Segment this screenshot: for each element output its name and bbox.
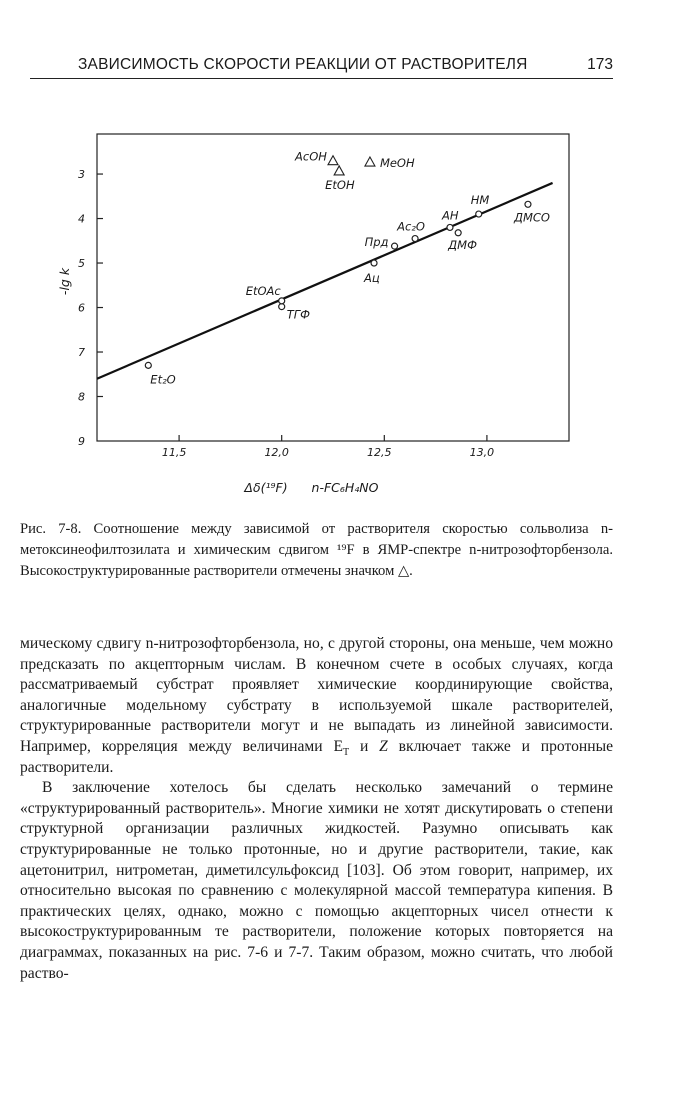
point-ан-label: АН — [441, 208, 459, 223]
y-tick-label: 6 — [78, 301, 85, 315]
point-прд-circle — [392, 243, 398, 249]
figure-caption — [20, 519, 613, 582]
point-прд-label: Прд — [364, 235, 389, 250]
point-acoh-label: AcOH — [295, 149, 327, 164]
paragraph-1-z: Z — [379, 737, 388, 755]
y-tick-label: 5 — [78, 257, 85, 271]
point-ац-label: Ац — [364, 271, 380, 286]
point-etoh-triangle — [334, 166, 344, 175]
x-axis-label-sub: n-FC₆H₄NO — [311, 480, 379, 495]
point-acoh-triangle — [328, 156, 338, 165]
y-tick-label: 9 — [78, 435, 85, 448]
paragraph-1-mid: и — [349, 737, 380, 755]
point-eto-circle — [145, 362, 151, 368]
paragraph-1 — [20, 634, 613, 778]
point-дмф-label: ДМФ — [448, 237, 477, 252]
point-ан-circle — [447, 224, 453, 230]
point-ац-circle — [371, 260, 377, 266]
paragraph-1-subscript: T — [343, 747, 350, 759]
figure-7-8-chart — [0, 0, 699, 510]
body-text — [20, 634, 613, 984]
point-aco-circle — [412, 236, 418, 242]
point-дмсо-circle — [525, 201, 531, 207]
point-meoh-label: MeOH — [379, 156, 415, 171]
caption-text: Соотношение между зависимой от растворителя скоростью сольволиза n-метоксинеофилтозилата и химическим сдвигом ¹⁹F в ЯМР-спектре n-нитрозофторбензола. Высокоструктурированные растворители отмечены значком △. — [20, 521, 613, 579]
point-дмсо-label: ДМСО — [513, 210, 550, 225]
point-нм-circle — [476, 211, 482, 217]
x-axis-label-main: Δδ(¹⁹F) — [244, 480, 288, 495]
point-etoh-label: EtOH — [325, 177, 355, 192]
point-дмф-circle — [455, 230, 461, 236]
paragraph-1-text: мическому сдвигу n-нитрозофторбензола, но, с другой стороны, она меньше, чем можно предсказать по акцепторным числам. В конечном счете в особых случаях, когда рассматриваемый субстрат проявляет химические координирующие свойства, аналогичные модельному субстрату в используемой шкале растворителей, структурированные растворители могут и не выпадать из линейной зависимости. Например, корреляция между величинами E — [20, 635, 613, 755]
y-axis-label: -lg k — [57, 267, 72, 296]
page-number: 173 — [587, 56, 613, 73]
point-aco-label: Ac₂O — [397, 219, 425, 234]
paragraph-2: В заключение хотелось бы сделать несколько замечаний о термине «структурированный растворитель». Многие химики не хотят дискутировать о степени структурной организации различных жидкостей. Разумно описывать как структурированные не только протонные, но и другие растворители, такие, как ацетонитрил, нитрометан, диметилсульфоксид [103]. Об этом говорит, например, их относительно высокая по сравнению с молекулярной массой температура кипения. В практических целях, однако, можно с помощью акцепторных чисел отнести к высокоструктурированным те растворители, положение которых повторяется на диаграммах, показанных на рис. 7-6 и 7-7. Таким образом, можно считать, что любой раство- — [20, 779, 613, 982]
x-tick-label: 12,0 — [264, 446, 289, 459]
point-eto-label: Et₂O — [150, 372, 176, 387]
point-etoac-label: EtOAc — [245, 283, 281, 298]
x-tick-label: 12,5 — [367, 446, 392, 459]
running-header-title: ЗАВИСИМОСТЬ СКОРОСТИ РЕАКЦИИ ОТ РАСТВОРИТЕЛЯ — [78, 56, 528, 73]
y-tick-label: 7 — [78, 346, 85, 360]
point-etoac-circle — [279, 298, 285, 304]
fit-line — [97, 183, 553, 379]
y-tick-label: 4 — [78, 212, 85, 226]
x-tick-label: 13,0 — [469, 446, 495, 459]
point-meoh-triangle — [365, 157, 375, 166]
paragraph-1-end: включает также и протонные растворители. — [20, 737, 613, 776]
caption-prefix: Рис. 7-8. — [20, 521, 82, 537]
point-нм-label: НМ — [470, 193, 490, 208]
point-тгф-circle — [279, 304, 285, 310]
y-tick-label: 8 — [78, 390, 85, 404]
point-тгф-label: ТГФ — [286, 307, 311, 322]
y-tick-label: 3 — [78, 168, 85, 182]
x-tick-label: 11,5 — [161, 446, 187, 459]
